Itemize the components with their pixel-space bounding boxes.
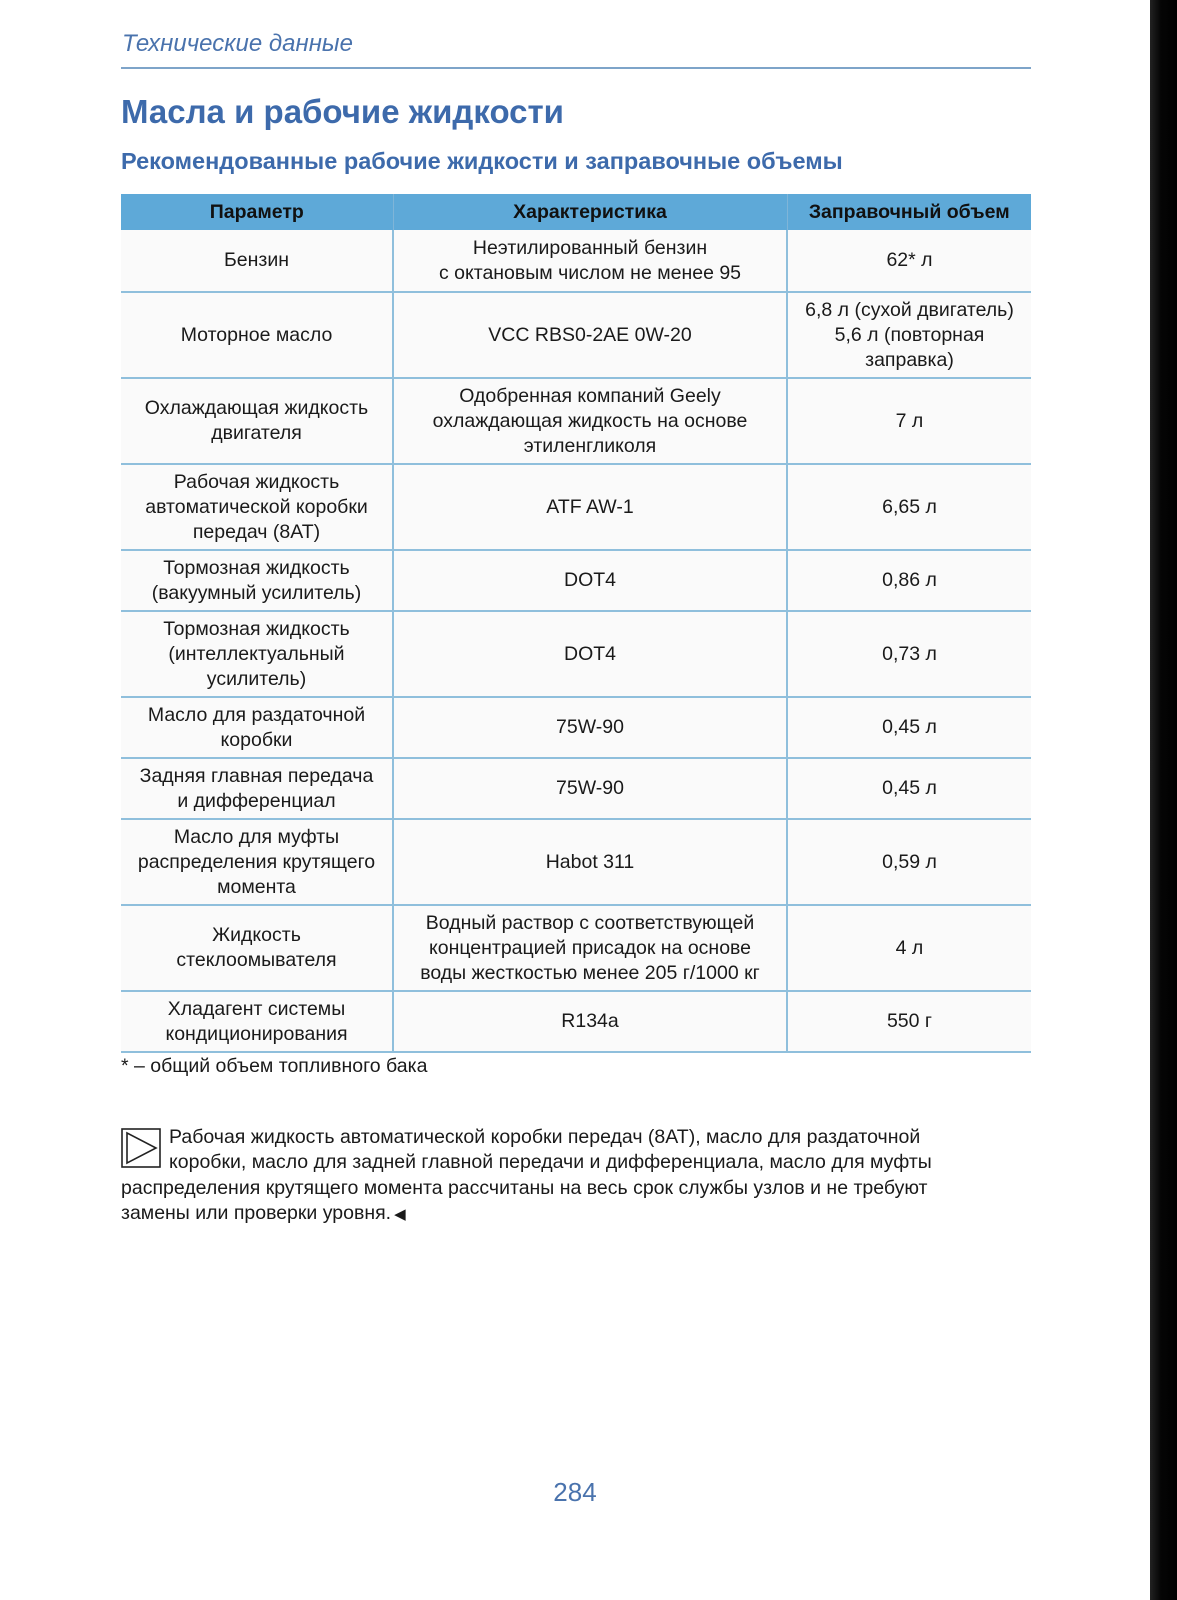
cell-spec: DOT4 <box>393 550 787 611</box>
page-number: 284 <box>553 1477 597 1507</box>
header-parameter: Параметр <box>121 194 393 230</box>
cell-volume: 0,59 л <box>787 819 1031 905</box>
table-row <box>121 292 1031 378</box>
header-divider <box>121 67 1031 69</box>
table-header-row <box>121 194 1031 230</box>
table-row <box>121 550 1031 611</box>
cell-parameter: Рабочая жидкость автоматической коробки передач (8AT) <box>121 464 393 550</box>
table-row <box>121 758 1031 819</box>
cell-spec: Неэтилированный бензин с октановым числом не менее 95 <box>393 230 787 292</box>
sub-title: Рекомендованные рабочие жидкости и заправочные объемы <box>121 148 843 174</box>
cell-parameter: Масло для муфты распределения крутящего момента <box>121 819 393 905</box>
header-characteristic: Характеристика <box>393 194 787 230</box>
cell-parameter: Тормозная жидкость (вакуумный усилитель) <box>121 550 393 611</box>
cell-parameter: Задняя главная передача и дифференциал <box>121 758 393 819</box>
cell-parameter: Моторное масло <box>121 292 393 378</box>
cell-volume: 0,45 л <box>787 758 1031 819</box>
table-row <box>121 819 1031 905</box>
cell-parameter: Бензин <box>121 230 393 292</box>
cell-spec: VCC RBS0-2AE 0W-20 <box>393 292 787 378</box>
running-head: Технические данные <box>122 30 353 57</box>
cell-spec: Habot 311 <box>393 819 787 905</box>
cell-volume: 0,86 л <box>787 550 1031 611</box>
cell-volume: 62* л <box>787 230 1031 292</box>
fluids-table <box>121 194 1031 1053</box>
cell-volume: 4 л <box>787 905 1031 991</box>
cell-spec: 75W-90 <box>393 758 787 819</box>
page-edge <box>1150 0 1177 1600</box>
table-row <box>121 991 1031 1052</box>
cell-spec: R134a <box>393 991 787 1052</box>
cell-volume: 7 л <box>787 378 1031 464</box>
cell-spec: Одобренная компаний Geely охлаждающая жидкость на основе этиленгликоля <box>393 378 787 464</box>
cell-parameter: Масло для раздаточной коробки <box>121 697 393 758</box>
cell-parameter: Тормозная жидкость (интеллектуальный усилитель) <box>121 611 393 697</box>
cell-volume: 6,65 л <box>787 464 1031 550</box>
cell-parameter: Охлаждающая жидкость двигателя <box>121 378 393 464</box>
cell-spec: Водный раствор с соответствующей концентрацией присадок на основе воды жесткостью менее 205 г/1000 кг <box>393 905 787 991</box>
cell-parameter: Хладагент системы кондиционирования <box>121 991 393 1052</box>
cell-spec: 75W-90 <box>393 697 787 758</box>
note-text: Рабочая жидкость автоматической коробки передач (8AT), масло для раздаточной коробки, масло для задней главной передачи и дифференциала, масло для муфты распределения крутящего момента рассчитаны на весь срок службы узлов и не требуют замены или проверки уровня. <box>121 1126 932 1224</box>
table-row <box>121 697 1031 758</box>
cell-volume: 0,45 л <box>787 697 1031 758</box>
table-row <box>121 464 1031 550</box>
table-row <box>121 905 1031 991</box>
cell-parameter: Жидкость стеклоомывателя <box>121 905 393 991</box>
table-footnote: * – общий объем топливного бака <box>121 1055 428 1077</box>
note-block <box>121 1125 1001 1227</box>
cell-volume: 550 г <box>787 991 1031 1052</box>
end-mark-icon: ◀ <box>394 1205 406 1223</box>
cell-volume: 6,8 л (сухой двигатель) 5,6 л (повторная заправка) <box>787 292 1031 378</box>
table-row <box>121 378 1031 464</box>
note-arrow-icon <box>121 1128 161 1168</box>
cell-volume: 0,73 л <box>787 611 1031 697</box>
section-title: Масла и рабочие жидкости <box>121 93 564 130</box>
cell-spec: ATF AW-1 <box>393 464 787 550</box>
table-row <box>121 611 1031 697</box>
table-row <box>121 230 1031 292</box>
cell-spec: DOT4 <box>393 611 787 697</box>
header-volume: Заправочный объем <box>787 194 1031 230</box>
